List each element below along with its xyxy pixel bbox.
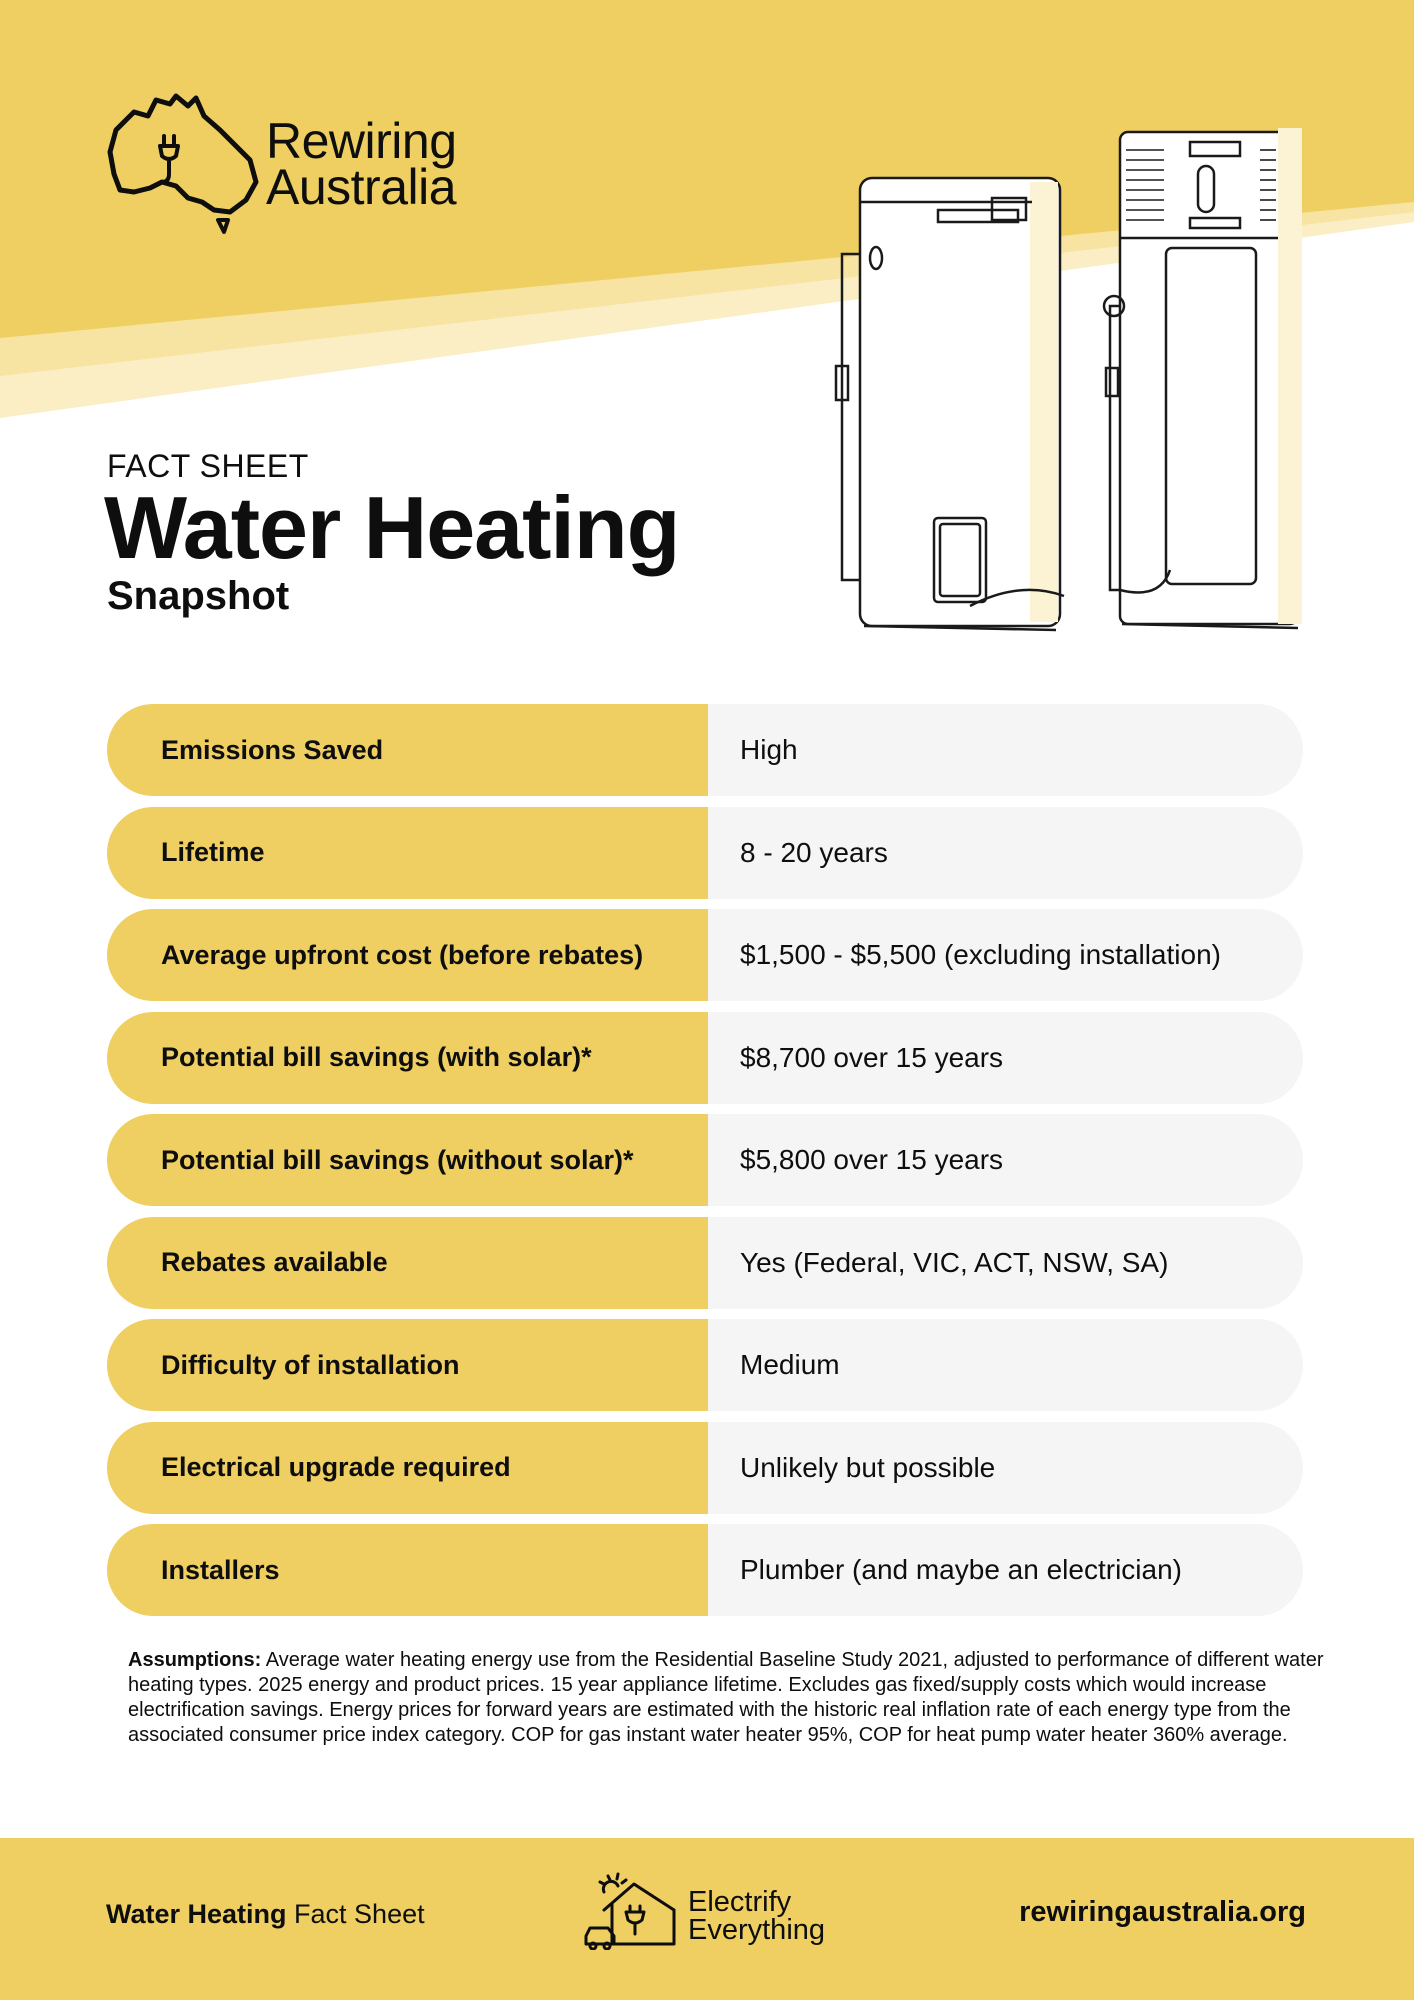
row-emissions-saved (107, 704, 1303, 796)
row-label: Lifetime (107, 807, 708, 899)
snapshot-table (107, 704, 1303, 1627)
row-value: Plumber (and maybe an electrician) (708, 1524, 1303, 1616)
row-label: Difficulty of installation (107, 1319, 708, 1411)
row-savings-with-solar (107, 1012, 1303, 1104)
row-label: Potential bill savings (without solar)* (107, 1114, 708, 1206)
row-value: Yes (Federal, VIC, ACT, NSW, SA) (708, 1217, 1303, 1309)
australia-map-icon (104, 90, 264, 240)
row-label: Rebates available (107, 1217, 708, 1309)
row-label: Average upfront cost (before rebates) (107, 909, 708, 1001)
footer-sheet-topic: Water Heating (106, 1899, 287, 1929)
row-installation-difficulty (107, 1319, 1303, 1411)
row-value: $5,800 over 15 years (708, 1114, 1303, 1206)
row-label: Electrical upgrade required (107, 1422, 708, 1514)
row-upfront-cost (107, 909, 1303, 1001)
assumptions-text: Average water heating energy use from the Residential Baseline Study 2021, adjusted to performance of different water heating types. 2025 energy and product prices. 15 year appliance lifetime. Excludes gas fixed/supply costs which would increase electrification savings. Energy prices for forward years are estimated with the historic real inflation rate of each energy type from the associated consumer price index category. COP for gas instant water heater 95%, COP for heat pump water heater 360% average. (128, 1649, 1324, 1746)
row-savings-without-solar (107, 1114, 1303, 1206)
logo-line-1: Rewiring (266, 113, 457, 169)
row-value: 8 - 20 years (708, 807, 1303, 899)
ee-line-2: Everything (688, 1914, 826, 1946)
logo-line-2: Australia (266, 159, 457, 215)
rewiring-australia-logo[interactable] (104, 90, 464, 240)
row-rebates (107, 1217, 1303, 1309)
footer-sheet-name (106, 1899, 425, 1930)
row-label: Installers (107, 1524, 708, 1616)
row-value: Unlikely but possible (708, 1422, 1303, 1514)
page-title: Water Heating (104, 478, 680, 577)
row-value: High (708, 704, 1303, 796)
assumptions-note (128, 1648, 1328, 1748)
row-value: Medium (708, 1319, 1303, 1411)
electrify-everything-wordmark (688, 1888, 825, 1944)
fact-sheet-eyebrow: FACT SHEET (107, 448, 309, 484)
assumptions-heading: Assumptions: (128, 1649, 262, 1671)
row-electrical-upgrade (107, 1422, 1303, 1514)
ee-line-1: Electrify (688, 1886, 792, 1918)
row-installers (107, 1524, 1303, 1616)
logo-wordmark (266, 113, 457, 215)
row-value: $1,500 - $5,500 (excluding installation) (708, 909, 1303, 1001)
water-heater-illustration (820, 120, 1320, 640)
page-subtitle: Snapshot (107, 574, 290, 618)
footer-sheet-suffix: Fact Sheet (286, 1899, 425, 1929)
website-link[interactable]: rewiringaustralia.org (1019, 1896, 1306, 1928)
row-label: Potential bill savings (with solar)* (107, 1012, 708, 1104)
row-label: Emissions Saved (107, 704, 708, 796)
house-car-plug-icon (582, 1870, 682, 1950)
row-value: $8,700 over 15 years (708, 1012, 1303, 1104)
electrify-everything-logo[interactable] (582, 1870, 842, 1950)
row-lifetime (107, 807, 1303, 899)
